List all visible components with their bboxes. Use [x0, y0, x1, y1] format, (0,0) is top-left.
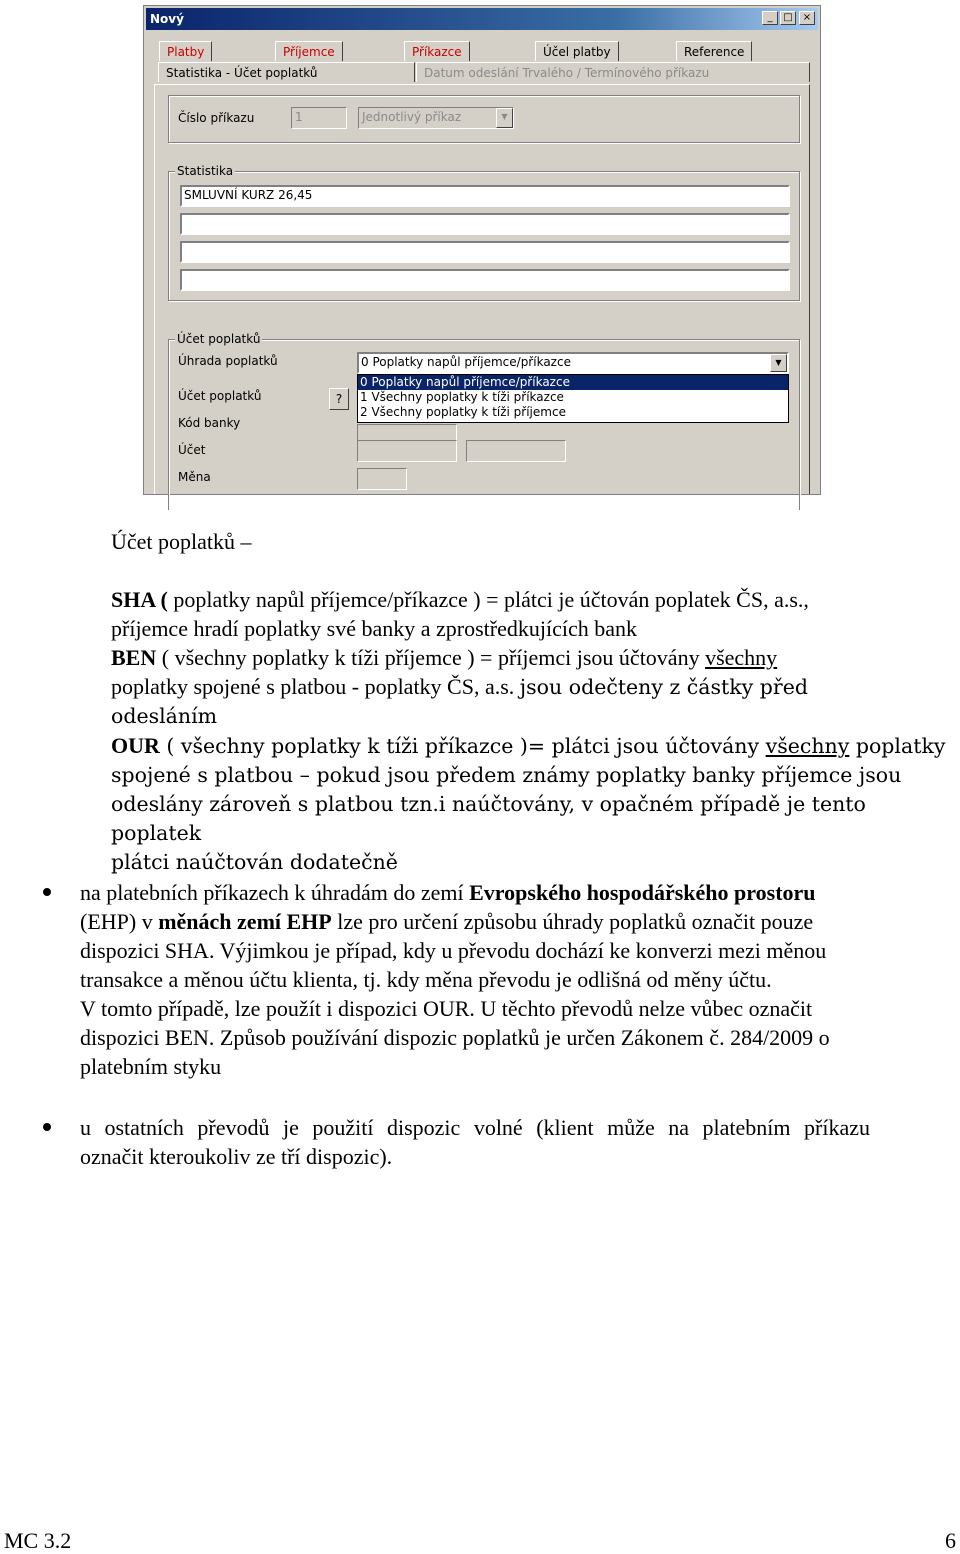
minimize-button[interactable]: _ [762, 11, 778, 25]
chevron-down-icon[interactable]: ▼ [770, 354, 787, 372]
fee-option-0[interactable]: 0 Poplatky napůl příjemce/příkazce [358, 375, 788, 390]
tab-pane [154, 84, 810, 494]
order-number-field[interactable]: 1 [291, 107, 347, 129]
our-line-2: spojené s platbou – pokud jsou předem známy poplatky banky příjemce jsou [111, 763, 902, 787]
fee-options-list[interactable] [357, 374, 789, 423]
tab-prikazce[interactable]: Příkazce [404, 41, 470, 61]
tab-prijemce[interactable]: Příjemce [275, 41, 343, 61]
bullet1-line-5: V tomto případě, lze použít i dispozici OUR. U těchto převodů nelze vůbec označit [80, 996, 813, 1021]
statistics-group-label: Statistika [177, 164, 234, 178]
ben-underlined: všechny [705, 645, 778, 670]
bullet-paragraph-1 [80, 878, 950, 1081]
account-label: Účet [178, 443, 206, 457]
bullet1-bold-1: Evropského hospodářského prostoru [469, 880, 816, 905]
tab-row-bottom [154, 62, 810, 82]
ben-line-1 [111, 643, 951, 672]
bullet1-line-7: platebním styku [80, 1054, 222, 1079]
window-title: Nový [150, 12, 184, 26]
tab-datum-odeslani[interactable]: Datum odeslání Trvalého / Termínového příkazu [416, 62, 810, 82]
statistics-line-1[interactable]: SMLUVNÍ KURZ 26,45 [180, 185, 790, 207]
statistics-line-2[interactable] [180, 213, 790, 235]
our-line-3: odeslány zároveň s platbou tzn.i naúčtovány, v opačném případě je tento poplatek [111, 792, 866, 845]
close-button[interactable]: × [799, 11, 815, 25]
bullet-paragraph-2 [80, 1113, 958, 1171]
statistics-line-4[interactable] [180, 269, 790, 291]
currency-label: Měna [178, 470, 211, 484]
bullet1-text-c: lze pro určení způsobu úhrady poplatků označit pouze [331, 909, 814, 934]
tab-reference[interactable]: Reference [676, 41, 752, 61]
ben-line-2 [111, 672, 951, 702]
heading-fee-account: Účet poplatků – [111, 529, 252, 554]
order-type-select[interactable] [358, 107, 514, 129]
fee-payment-select[interactable] [357, 352, 789, 374]
sha-key: SHA ( [111, 587, 168, 612]
ben-key: BEN [111, 645, 157, 670]
fees-group-label: Účet poplatků [177, 332, 261, 346]
sha-line-1 [111, 585, 951, 614]
footer-left: MC 3.2 [4, 1528, 72, 1553]
statistics-group [168, 164, 800, 301]
tab-row-top [154, 41, 810, 61]
ben-line-3: odesláním [111, 704, 218, 728]
our-key: OUR [111, 733, 160, 758]
tab-ucel-platby[interactable]: Účel platby [535, 41, 619, 61]
fee-account-label: Účet poplatků [178, 389, 262, 403]
bullet1-line-3: dispozici SHA. Výjimkou je případ, kdy u převodu dochází ke konverzi mezi měnou [80, 938, 827, 963]
page-number: 6 [945, 1528, 956, 1553]
bank-code-label: Kód banky [178, 416, 241, 430]
chevron-down-icon[interactable]: ▼ [496, 108, 513, 128]
account-prefix-field[interactable] [357, 440, 457, 462]
bullet1-line-2 [80, 907, 950, 936]
ben-line-2a: poplatky spojené s platbou - poplatky ČS, a.s. [111, 674, 520, 699]
help-button[interactable]: ? [329, 388, 349, 410]
bullet-dot-2 [43, 1123, 51, 1131]
our-line-1 [111, 731, 951, 761]
fee-option-1[interactable]: 1 Všechny poplatky k tíži příkazce [360, 390, 564, 404]
tab-statistika-ucet-poplatku[interactable]: Statistika - Účet poplatků [158, 62, 415, 82]
bullet1-line-6: dispozici BEN. Způsob používání dispozic poplatků je určen Zákonem č. 284/2009 o [80, 1025, 830, 1050]
ben-text: ( všechny poplatky k tíži příjemce ) = příjemci jsou účtovány [156, 645, 706, 670]
fee-payment-value: 0 Poplatky napůl příjemce/příkazce [361, 355, 571, 369]
account-number-field[interactable] [466, 440, 566, 462]
sha-text: poplatky napůl příjemce/příkazce ) = plátci je účtován poplatek ČS, a.s., [167, 587, 809, 612]
sha-paragraph [111, 585, 951, 877]
fee-option-2[interactable]: 2 Všechny poplatky k tíži příjemce [360, 405, 566, 419]
our-underlined: všechny [765, 734, 850, 758]
tab-platby[interactable]: Platby [159, 41, 212, 61]
bullet2-line-2: označit kteroukoliv ze tří dispozic). [80, 1144, 393, 1169]
title-bar [146, 8, 818, 30]
fee-payment-label: Úhrada poplatků [178, 354, 278, 368]
bullet-dot-1 [43, 888, 51, 896]
order-type-value: Jednotlivý příkaz [362, 110, 462, 124]
order-group [168, 95, 800, 143]
our-text-a: ( všechny poplatky k tíži příkazce )= plátci jsou účtovány [159, 734, 766, 758]
our-text-b: poplatky [849, 734, 946, 758]
currency-field[interactable] [357, 468, 407, 490]
bullet1-text-a: na platebních příkazech k úhradám do zemí [80, 880, 470, 905]
bullet1-text-b: (EHP) v [80, 909, 159, 934]
maximize-button[interactable]: □ [780, 11, 796, 25]
fees-group [168, 332, 800, 510]
bullet2-line-1: u ostatních převodů je použití dispozic volné (klient může na platebním příkazu [80, 1115, 870, 1140]
statistics-line-3[interactable] [180, 241, 790, 263]
bullet1-line-1 [80, 878, 950, 907]
dialog-window [143, 5, 821, 495]
sha-line-2: příjemce hradí poplatky své banky a zprostředkujících bank [111, 616, 637, 641]
order-number-label: Číslo příkazu [178, 111, 255, 125]
ben-line-2b: jsou odečteny z částky před [519, 675, 808, 699]
our-line-4: plátci naúčtován dodatečně [111, 850, 398, 874]
bullet1-bold-2: měnách zemí EHP [158, 909, 332, 934]
bullet1-line-4: transakce a měnou účtu klienta, tj. kdy měna převodu je odlišná od měny účtu. [80, 967, 772, 992]
